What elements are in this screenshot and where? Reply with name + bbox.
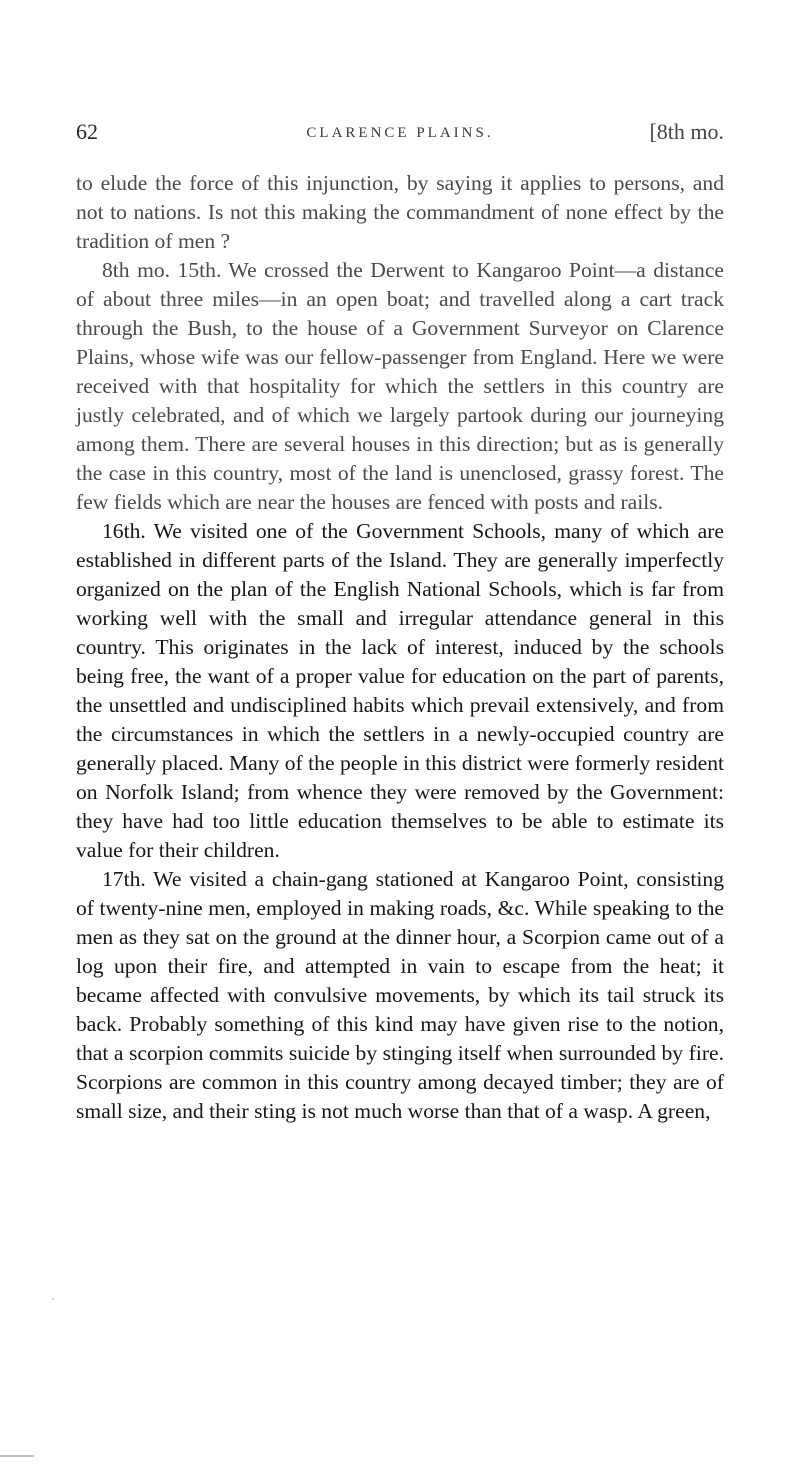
page-edge-mark [0, 1455, 34, 1457]
paragraph-15th: 8th mo. 15th. We crossed the Derwent to Kangaroo Point—a distance of about three miles—in an open boat; and travelled along a cart track through the Bush, to the house of a Government Surveyor on Clarence Plains, whose wife was our fellow-passenger from England. Here we were received with that hospitality for which the settlers in this country are justly celebrated, and of which we largely partook during our journeying among them. There are several houses in this direction; but as is generally the case in this country, most of the land is unenclosed, grassy forest. The few fields which are near the houses are fenced with posts and rails. [76, 258, 724, 514]
running-head [76, 117, 724, 151]
paragraph-17th: 17th. We visited a chain-gang stationed at Kangaroo Point, consisting of twenty-nine men, employed in making roads, &c. While speaking to the men as they sat on the ground at the dinner hour, a Scorpion came out of a log upon their fire, and attempted in vain to escape from the heat; it became affected with convulsive movements, by which its tail struck its back. Probably something of this kind may have given rise to the notion, that a scorpion commits suicide by stinging itself when surrounded by fire. Scorpions are common in this country among decayed timber; they are of small size, and their sting is not much worse than that of a wasp. A green, [76, 867, 724, 1123]
running-title: CLARENCE PLAINS. [306, 125, 494, 141]
paper-speck [52, 1298, 54, 1300]
page-number: 62 [76, 119, 98, 144]
paragraph-continuation: to elude the force of this injunction, by saying it applies to persons, and not to nations. Is not this making the commandment of none effect by the tradition of men ? [76, 171, 724, 253]
running-date: [8th mo. [649, 119, 724, 144]
body-text [76, 169, 724, 1126]
paragraph-16th: 16th. We visited one of the Government Schools, many of which are established in different parts of the Island. They are generally imperfectly organized on the plan of the English National Schools, which is far from working well with the small and irregular attendance general in this country. This originates in the lack of interest, induced by the schools being free, the want of a proper value for education on the part of parents, the unsettled and undisciplined habits which prevail extensively, and from the circumstances in which the settlers in a newly-occupied country are generally placed. Many of the people in this district were formerly resident on Norfolk Island; from whence they were removed by the Government: they have had too little education themselves to be able to estimate its value for their children. [76, 519, 724, 862]
